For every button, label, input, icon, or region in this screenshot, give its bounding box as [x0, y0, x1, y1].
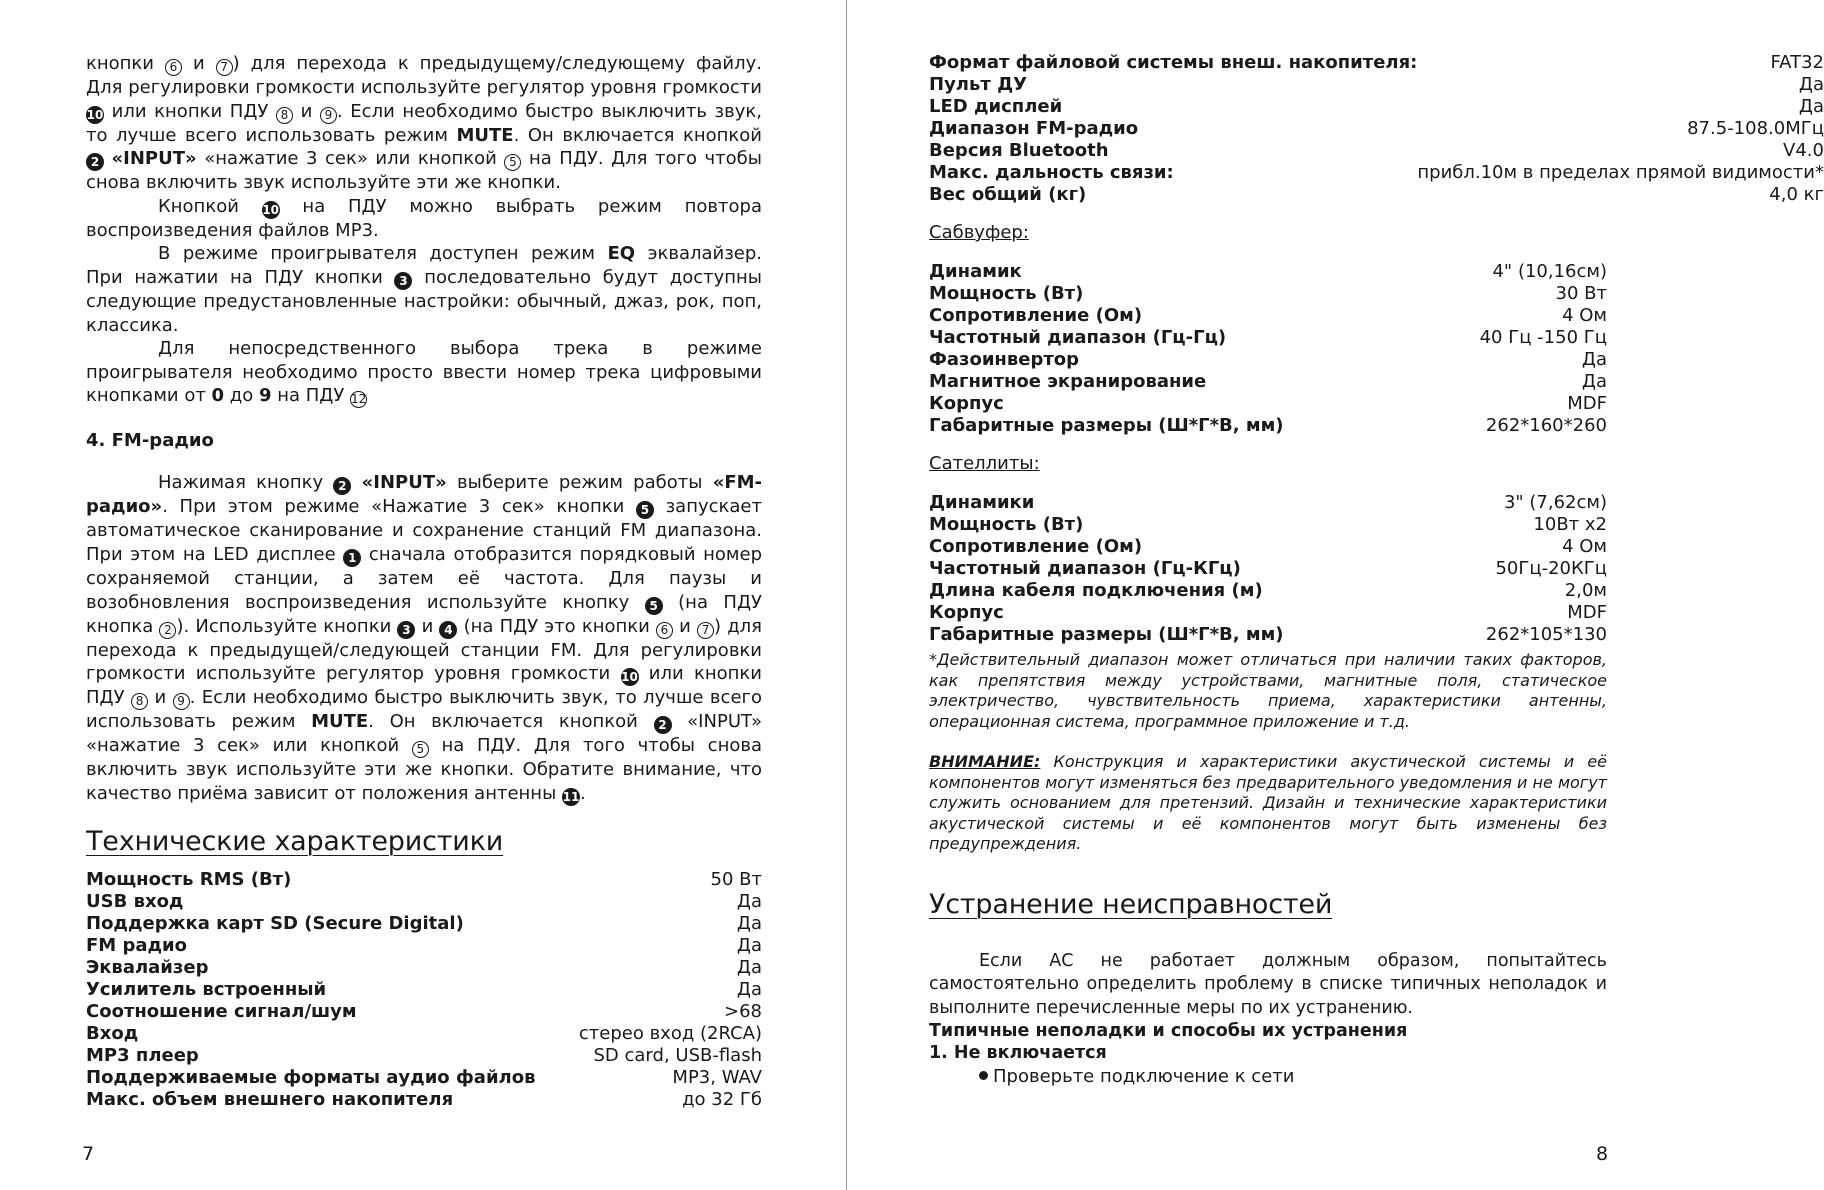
spec-label: USB вход	[86, 890, 184, 912]
spec-value: V4.0	[1783, 140, 1824, 161]
spec-row	[929, 140, 1824, 162]
button-5-icon: 5	[645, 597, 663, 615]
spec-value: Да	[736, 956, 762, 978]
button-5-icon: 5	[504, 154, 521, 171]
subwoofer-spec-row	[929, 349, 1607, 371]
problem-1-heading: 1. Не включается	[929, 1043, 1107, 1064]
subwoofer-spec-row	[929, 327, 1607, 349]
satellite-spec-row	[929, 536, 1607, 558]
spec-label: Корпус	[929, 393, 1004, 414]
spec-row	[86, 1089, 762, 1111]
spec-row	[86, 1067, 762, 1089]
subwoofer-spec-row	[929, 261, 1607, 283]
paragraph-playback-controls: кнопки 6 и 7 ) для перехода к предыдущему/следующему файлу. Для регулировки громкости используйте регулятор уровня громкости 10 или кнопки ПДУ 8 и 9 . Если необходимо быстро выключить звук, то лучше всего использовать режим MUTE. Он включается кнопкой 2 «INPUT» «нажатие 3 сек» или кнопкой 5 на ПДУ. Для того чтобы снова включить звук используйте эти же кнопки.	[86, 53, 762, 194]
spec-value: Да	[1581, 371, 1607, 392]
spec-value: до 32 Гб	[682, 1088, 762, 1110]
spec-value: 3" (7,62см)	[1503, 492, 1607, 513]
button-7-icon: 7	[216, 59, 233, 76]
button-2-icon: 2	[86, 153, 104, 171]
spec-value: >68	[724, 1000, 762, 1022]
spec-value: MP3, WAV	[672, 1066, 762, 1088]
spec-label: Габаритные размеры (Ш*Г*В, мм)	[929, 415, 1284, 436]
paragraph-track-select: Для непосредственного выбора трека в режиме проигрывателя необходимо просто ввести номер трека цифровыми кнопками от 0 до 9 на ПДУ 12	[86, 338, 762, 407]
button-8-icon: 8	[131, 693, 148, 710]
button-9-icon: 9	[173, 693, 190, 710]
spec-value: 262*105*130	[1485, 624, 1607, 645]
warning-note: ВНИМАНИЕ: Конструкция и характеристики акустической системы и её компонентов могут изменяться без предварительного уведомления и не могут служить основанием для претензий. Дизайн и технические характеристики акустической системы и её компонентов могут быть изменены без предупреждения.	[929, 752, 1607, 853]
spec-value: SD card, USB-flash	[593, 1044, 762, 1066]
spec-value: Да	[1798, 74, 1824, 95]
button-6-icon: 6	[165, 59, 182, 76]
spec-row	[86, 935, 762, 957]
page-number-left: 7	[82, 1143, 95, 1165]
spec-label: Фазоинвертор	[929, 349, 1080, 370]
satellite-spec-row	[929, 558, 1607, 580]
spec-label: Корпус	[929, 602, 1004, 623]
spec-label: Версия Bluetooth	[929, 140, 1109, 161]
button-8-icon: 8	[276, 107, 293, 124]
spec-value: Да	[736, 912, 762, 934]
spec-label: Сопротивление (Ом)	[929, 536, 1143, 557]
button-2-icon: 2	[654, 716, 672, 734]
spec-value: 4,0 кг	[1769, 184, 1824, 205]
button-9-icon: 9	[320, 107, 337, 124]
button-11-icon: 11	[562, 789, 580, 804]
subwoofer-spec-row	[929, 393, 1607, 415]
button-5-icon: 5	[636, 501, 654, 519]
spec-label: Динамики	[929, 492, 1035, 513]
spec-row	[929, 52, 1824, 74]
satellite-spec-row	[929, 624, 1607, 646]
spec-row	[86, 1045, 762, 1067]
spec-row	[929, 118, 1824, 140]
satellite-spec-row	[929, 580, 1607, 602]
button-3-icon: 3	[394, 272, 412, 290]
subwoofer-heading: Сабвуфер:	[929, 222, 1029, 243]
tech-specs-heading: Технические характеристики	[86, 825, 504, 857]
spec-value: 40 Гц -150 Гц	[1479, 327, 1607, 348]
spec-label: Пульт ДУ	[929, 74, 1027, 95]
right-page	[929, 52, 1824, 1089]
spec-label: Мощность (Вт)	[929, 514, 1084, 535]
button-4-icon: 4	[439, 621, 457, 639]
typical-problems-heading: Типичные неполадки и способы их устранения	[929, 1021, 1408, 1042]
tech-specs-table	[86, 869, 762, 1111]
spec-row	[929, 96, 1824, 118]
spec-value: FAT32	[1770, 52, 1824, 73]
button-10-icon: 10	[621, 670, 638, 685]
spec-row	[86, 913, 762, 935]
spec-label: Динамик	[929, 261, 1022, 282]
spec-value: MDF	[1567, 602, 1607, 623]
button-6-icon: 6	[656, 622, 673, 639]
spec-row	[86, 1023, 762, 1045]
spec-value: 2,0м	[1564, 580, 1607, 601]
spec-label: Поддерживаемые форматы аудио файлов	[86, 1066, 536, 1088]
button-5-icon: 5	[412, 741, 429, 758]
footnote: *Действительный диапазон может отличаться при наличии таких факторов, как препятствия между устройствами, магнитные поля, статическое электричество, чувствительность приема, характеристики антенны, операционная система, программное приложение и т.д.	[929, 650, 1607, 731]
fm-radio-heading: 4. FM-радио	[86, 430, 214, 452]
spec-label: LED дисплей	[929, 96, 1063, 117]
general-specs-table	[929, 52, 1824, 206]
subwoofer-spec-row	[929, 415, 1607, 437]
spec-row	[86, 891, 762, 913]
paragraph-equalizer: В режиме проигрывателя доступен режим EQ эквалайзер. При нажатии на ПДУ кнопки 3 последовательно будут доступны следующие предустановленные настройки: обычный, джаз, рок, поп, классика.	[86, 243, 762, 336]
spec-value: Да	[1798, 96, 1824, 117]
spec-label: Макс. дальность связи:	[929, 162, 1174, 183]
spec-label: Частотный диапазон (Гц-Гц)	[929, 327, 1227, 348]
satellite-spec-row	[929, 492, 1607, 514]
spec-value: 50Гц-20КГц	[1495, 558, 1607, 579]
spec-label: Соотношение сигнал/шум	[86, 1000, 357, 1022]
button-10-icon: 10	[262, 202, 280, 217]
spec-value: Да	[736, 890, 762, 912]
spec-row	[929, 74, 1824, 96]
button-7-icon: 7	[697, 622, 714, 639]
subwoofer-spec-row	[929, 371, 1607, 393]
bullet-icon	[979, 1071, 988, 1080]
spec-label: Частотный диапазон (Гц-КГц)	[929, 558, 1241, 579]
satellites-specs-table	[929, 492, 1607, 646]
spec-value: 262*160*260	[1485, 415, 1607, 436]
button-3-icon: 3	[397, 621, 415, 639]
spec-label: Магнитное экранирование	[929, 371, 1207, 392]
spec-value: 4" (10,16см)	[1492, 261, 1607, 282]
troubleshooting-heading: Устранение неисправностей	[929, 888, 1333, 920]
satellite-spec-row	[929, 602, 1607, 624]
subwoofer-specs-table	[929, 261, 1607, 437]
spec-label: FM радио	[86, 934, 188, 956]
button-2-icon: 2	[333, 477, 351, 495]
spec-label: Эквалайзер	[86, 956, 209, 978]
spec-row	[86, 979, 762, 1001]
spec-value: 30 Вт	[1555, 283, 1607, 304]
spec-label: Вес общий (кг)	[929, 184, 1087, 205]
spec-value: Да	[736, 934, 762, 956]
spec-label: Сопротивление (Ом)	[929, 305, 1143, 326]
spec-row	[929, 184, 1824, 206]
spec-value: 4 Ом	[1562, 305, 1607, 326]
satellite-spec-row	[929, 514, 1607, 536]
spec-row	[86, 1001, 762, 1023]
spec-label: Длина кабеля подключения (м)	[929, 580, 1263, 601]
button-2-icon: 2	[159, 622, 176, 639]
button-10-icon: 10	[86, 107, 104, 122]
paragraph-repeat-mode: Кнопкой 10 на ПДУ можно выбрать режим повтора воспроизведения файлов MP3.	[86, 195, 762, 241]
left-page	[86, 52, 762, 1111]
spec-value: 87.5-108.0МГц	[1687, 118, 1824, 139]
spec-row	[929, 162, 1824, 184]
spec-value: 50 Вт	[710, 868, 762, 890]
spec-label: Мощность RMS (Вт)	[86, 868, 292, 890]
spec-label: Формат файловой системы внеш. накопителя:	[929, 52, 1418, 73]
spec-label: Поддержка карт SD (Secure Digital)	[86, 912, 464, 934]
spec-label: Габаритные размеры (Ш*Г*В, мм)	[929, 624, 1284, 645]
paragraph-fm-radio: Нажимая кнопку 2 «INPUT» выберите режим работы «FM-радио». При этом режиме «Нажатие 3 сек» кнопки 5 запускает автоматическое сканирование и сохранение станций FM диапазона. При этом на LED дисплее 1 сначала отобразится порядковый номер сохраняемой станции, а затем её частота. Для паузы и возобновления воспроизведения используйте кнопку 5 (на ПДУ кнопка 2 ). Используйте кнопки 3 и 4 (на ПДУ это кнопки 6 и 7 ) для перехода к предыдущей/следующей станции FM. Для регулировки громкости используйте регулятор уровня громкости 10 или кнопки ПДУ 8 и 9 . Если необходимо быстро выключить звук, то лучше всего использовать режим MUTE. Он включается кнопкой 2 «INPUT» «нажатие 3 сек» или кнопкой 5 на ПДУ. Для того чтобы снова включить звук используйте эти же кнопки. Обратите внимание, что качество приёма зависит от положения антенны 11.	[86, 472, 763, 804]
spec-label: Диапазон FM-радио	[929, 118, 1139, 139]
subwoofer-spec-row	[929, 305, 1607, 327]
spec-value: 10Вт х2	[1533, 514, 1607, 535]
subwoofer-spec-row	[929, 283, 1607, 305]
spec-row	[86, 957, 762, 979]
spec-value: стерео вход (2RCA)	[578, 1022, 762, 1044]
spec-row	[86, 869, 762, 891]
spec-value: MDF	[1567, 393, 1607, 414]
troubleshooting-intro: Если АС не работает должным образом, попытайтесь самостоятельно определить проблему в списке типичных неполадок и выполните перечисленные меры по их устранению.	[929, 950, 1607, 1018]
spec-label: Мощность (Вт)	[929, 283, 1084, 304]
satellites-heading: Сателлиты:	[929, 453, 1040, 474]
spec-label: Вход	[86, 1022, 139, 1044]
page-divider	[846, 0, 847, 1190]
spec-label: Усилитель встроенный	[86, 978, 327, 1000]
warning-label: ВНИМАНИЕ:	[929, 752, 1041, 771]
spec-value: Да	[736, 978, 762, 1000]
problem-1-bullet: Проверьте подключение к сети	[929, 1065, 1607, 1089]
button-12-icon: 12	[351, 392, 367, 407]
button-1-icon: 1	[343, 549, 361, 567]
spec-value: 4 Ом	[1562, 536, 1607, 557]
spec-label: Макс. объем внешнего накопителя	[86, 1088, 454, 1110]
page-number-right: 8	[1596, 1143, 1609, 1165]
spec-value: прибл.10м в пределах прямой видимости*	[1417, 162, 1824, 183]
spec-label: MP3 плеер	[86, 1044, 199, 1066]
spec-value: Да	[1581, 349, 1607, 370]
